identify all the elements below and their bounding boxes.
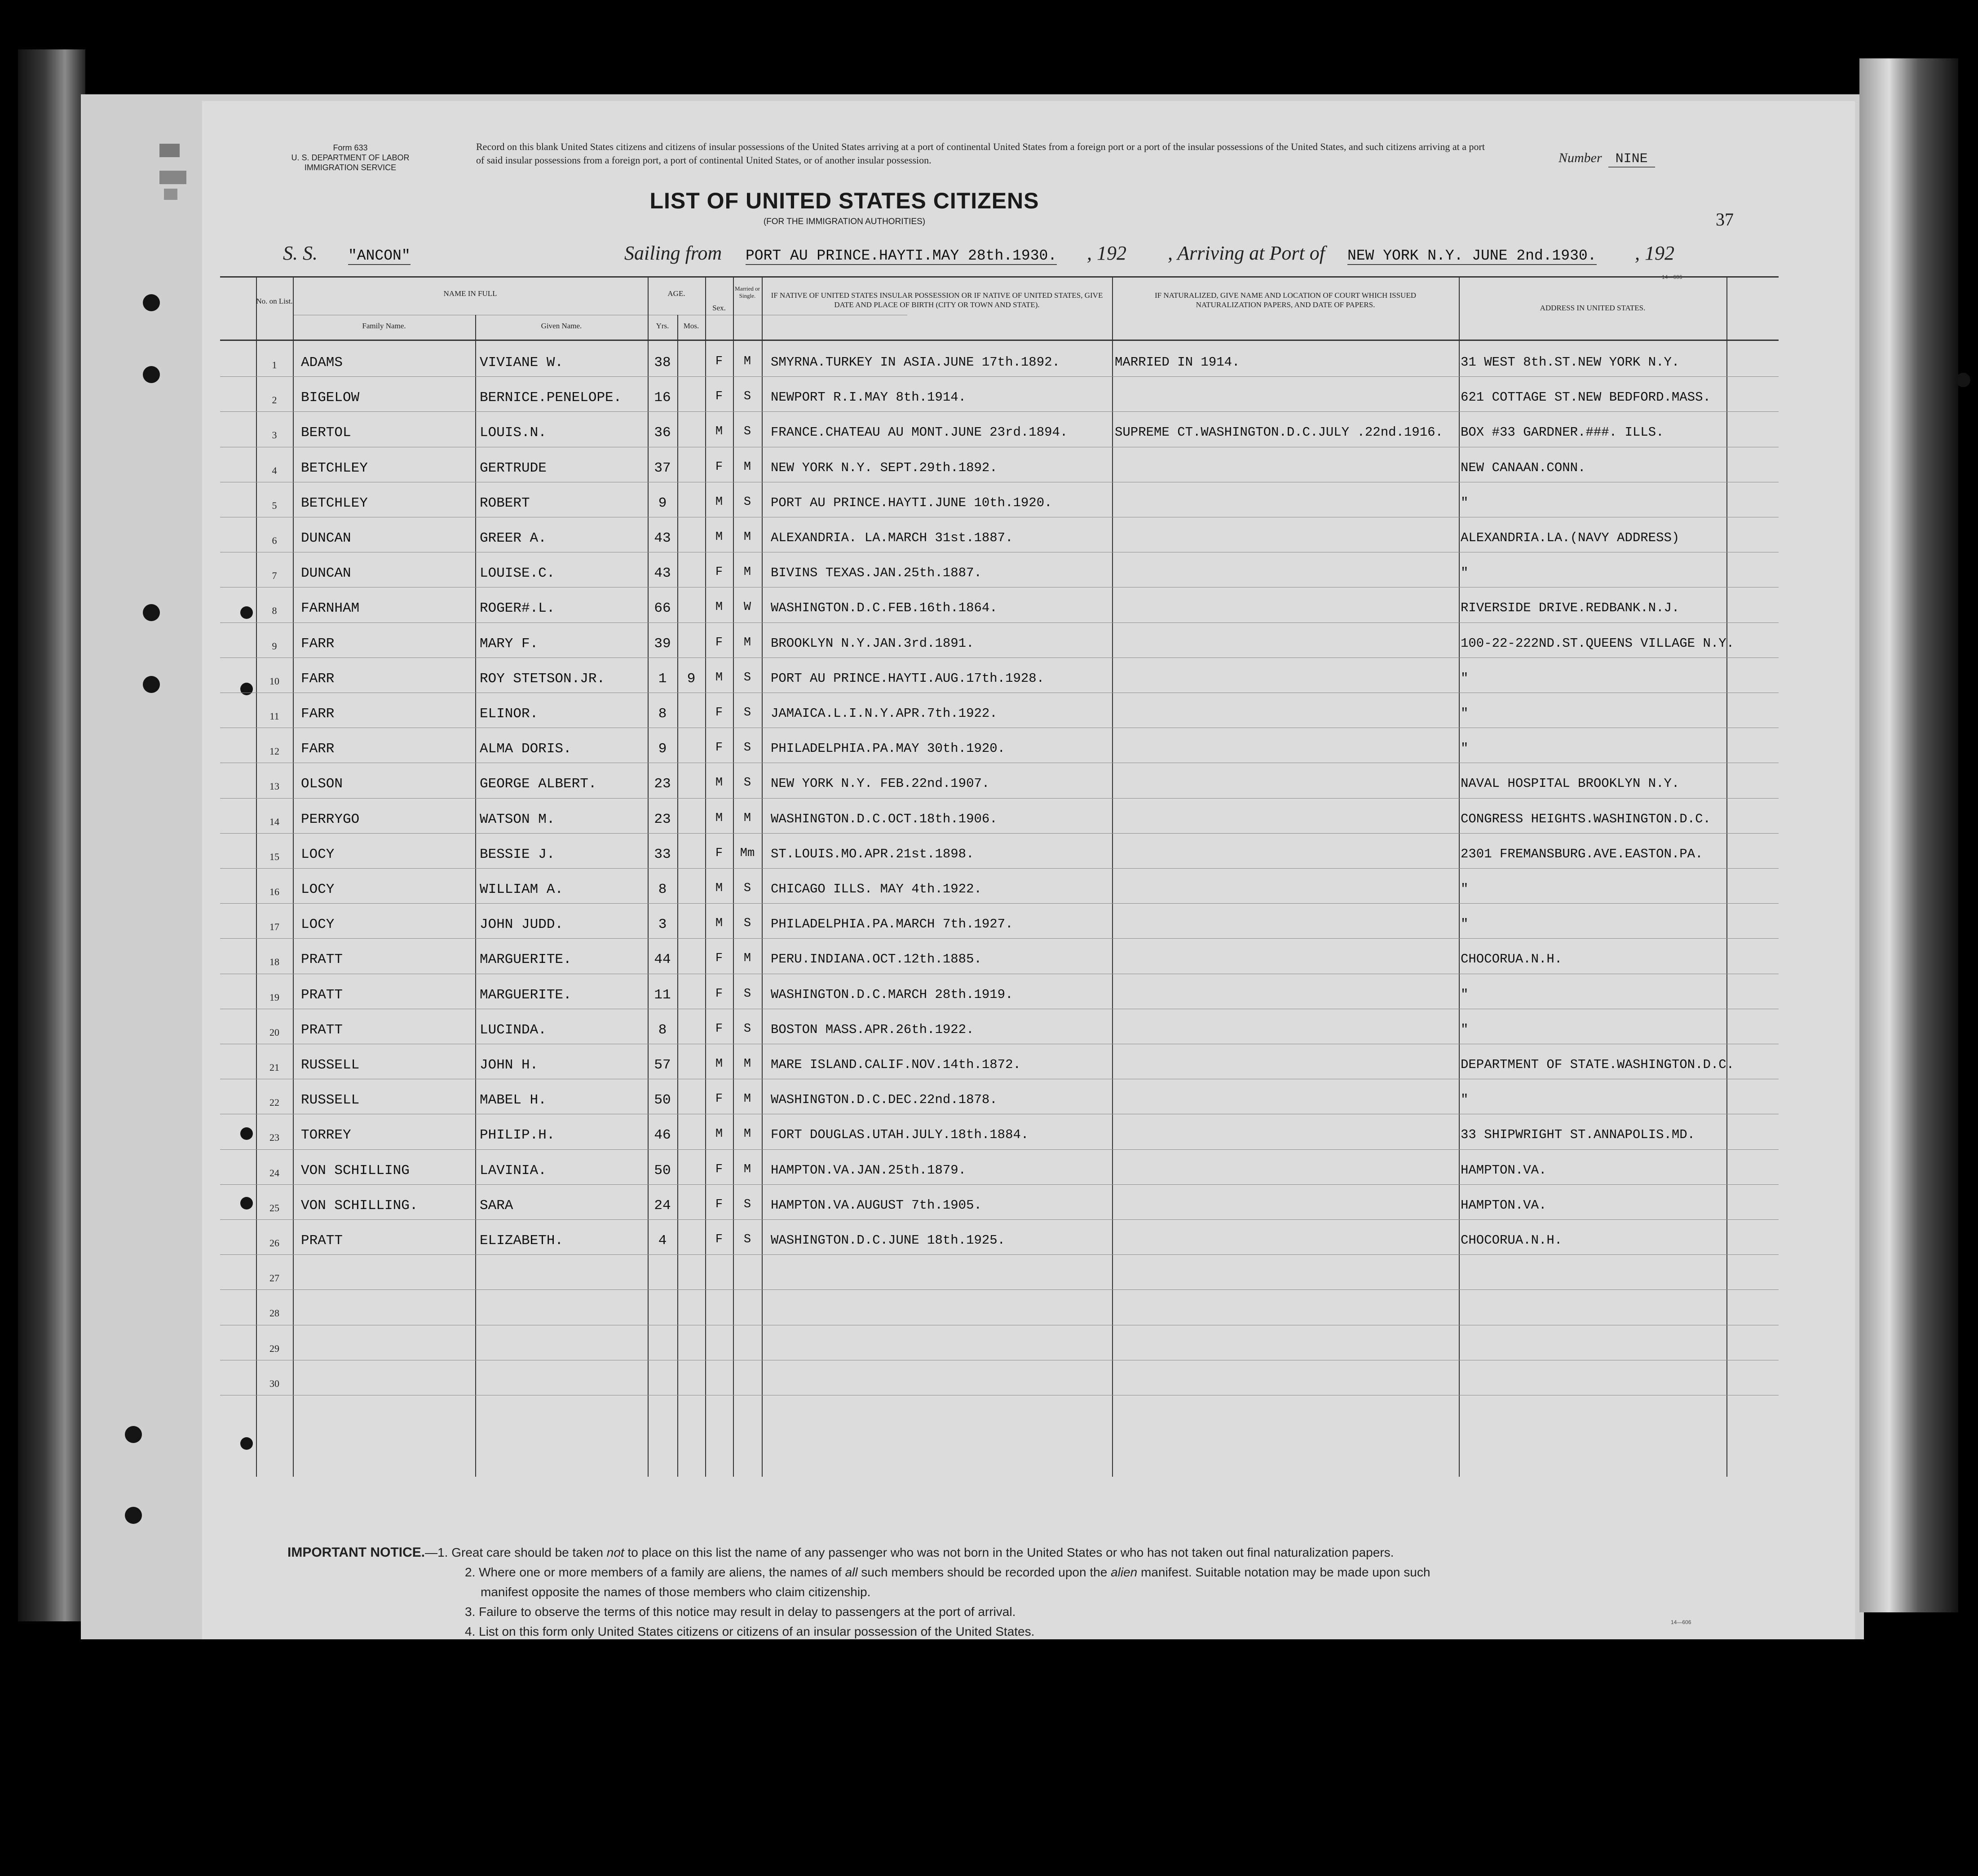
arriving-port-value: NEW YORK N.Y. JUNE 2nd.1930. bbox=[1347, 247, 1597, 264]
cell-addr: 100-22-222ND.ST.QUEENS VILLAGE N.Y. bbox=[1461, 636, 1735, 651]
cell-yrs: 43 bbox=[654, 530, 671, 546]
sailing-label: Sailing from bbox=[624, 242, 722, 264]
cell-family: BERTOL bbox=[301, 425, 351, 441]
cell-given: MARY F. bbox=[480, 636, 539, 652]
cell-family: VON SCHILLING. bbox=[301, 1197, 418, 1214]
cell-birth: HAMPTON.VA.JAN.25th.1879. bbox=[771, 1162, 967, 1178]
cell-ms: M bbox=[743, 636, 751, 649]
cell-nat: MARRIED IN 1914. bbox=[1115, 355, 1240, 370]
cell-no: 5 bbox=[272, 499, 277, 511]
cell-no: 9 bbox=[272, 640, 277, 652]
cell-ms: S bbox=[743, 425, 751, 439]
cell-yrs: 23 bbox=[654, 811, 671, 827]
notice-lead: IMPORTANT NOTICE. bbox=[287, 1545, 425, 1560]
cell-yrs: 66 bbox=[654, 600, 671, 617]
cell-birth: ST.LOUIS.MO.APR.21st.1898. bbox=[771, 846, 974, 861]
cell-given: BERNICE.PENELOPE. bbox=[480, 390, 622, 406]
cell-yrs: 16 bbox=[654, 390, 671, 406]
cell-yrs: 44 bbox=[654, 952, 671, 968]
cell-birth: ALEXANDRIA. LA.MARCH 31st.1887. bbox=[771, 530, 1013, 545]
cell-sex: F bbox=[715, 706, 723, 720]
cell-ms: M bbox=[743, 811, 751, 825]
col-header-years: Yrs. bbox=[656, 322, 669, 330]
col-header-name-in-full: NAME IN FULL bbox=[443, 289, 497, 298]
cell-yrs: 4 bbox=[658, 1233, 667, 1249]
col-header-family-name: Family Name. bbox=[362, 322, 406, 330]
cell-yrs: 38 bbox=[654, 355, 671, 371]
cell-no: 28 bbox=[269, 1307, 279, 1319]
cell-ms: M bbox=[743, 1127, 751, 1141]
cell-ms: M bbox=[743, 1057, 751, 1071]
cell-addr: RIVERSIDE DRIVE.REDBANK.N.J. bbox=[1461, 600, 1680, 616]
col-header-sex: Sex. bbox=[712, 304, 726, 312]
sailing-from-value: PORT AU PRINCE.HAYTI.MAY 28th.1930. bbox=[746, 247, 1057, 264]
cell-birth: BROOKLYN N.Y.JAN.3rd.1891. bbox=[771, 636, 974, 651]
cell-sex: F bbox=[715, 1233, 723, 1246]
cell-sex: M bbox=[715, 917, 723, 931]
cell-ms: S bbox=[743, 987, 751, 1001]
cell-birth: FORT DOUGLAS.UTAH.JULY.18th.1884. bbox=[771, 1127, 1029, 1143]
cell-addr: " bbox=[1461, 1092, 1469, 1108]
cell-nat: SUPREME CT.WASHINGTON.D.C.JULY .22nd.1916. bbox=[1115, 425, 1443, 440]
cell-birth: NEW YORK N.Y. FEB.22nd.1907. bbox=[771, 776, 990, 791]
cell-birth: PHILADELPHIA.PA.MAY 30th.1920. bbox=[771, 741, 1006, 756]
cell-family: BETCHLEY bbox=[301, 460, 368, 476]
cell-birth: WASHINGTON.D.C.MARCH 28th.1919. bbox=[771, 987, 1013, 1002]
cell-sex: M bbox=[715, 425, 723, 439]
cell-family: LOCY bbox=[301, 882, 335, 897]
cell-given: ELINOR. bbox=[480, 706, 539, 722]
cell-yrs: 37 bbox=[654, 460, 671, 476]
cell-no: 30 bbox=[269, 1377, 279, 1389]
cell-yrs: 1 bbox=[658, 671, 667, 687]
cell-sex: F bbox=[715, 565, 723, 579]
cell-family: DUNCAN bbox=[301, 565, 351, 582]
cell-mos: 9 bbox=[687, 671, 696, 687]
cell-yrs: 46 bbox=[654, 1127, 671, 1143]
print-code-bottom: 14—606 bbox=[1671, 1619, 1691, 1625]
cell-birth: NEW YORK N.Y. SEPT.29th.1892. bbox=[771, 460, 998, 475]
cell-family: PERRYGO bbox=[301, 811, 360, 827]
cell-family: OLSON bbox=[301, 776, 343, 792]
cell-family: BETCHLEY bbox=[301, 495, 368, 511]
cell-no: 12 bbox=[269, 746, 279, 757]
list-number-value: NINE bbox=[1608, 151, 1655, 168]
cell-sex: M bbox=[715, 671, 723, 684]
cell-given: ALMA DORIS. bbox=[480, 741, 572, 757]
stamp-mark bbox=[155, 139, 209, 207]
cell-sex: M bbox=[715, 776, 723, 790]
cell-given: GERTRUDE bbox=[480, 460, 547, 476]
cell-ms: S bbox=[743, 1197, 751, 1211]
cell-given: VIVIANE W. bbox=[480, 355, 564, 371]
page-title: LIST OF UNITED STATES CITIZENS bbox=[649, 188, 1039, 213]
arriving-label: , Arriving at Port of bbox=[1168, 242, 1325, 264]
cell-family: PRATT bbox=[301, 1022, 343, 1038]
cell-birth: FRANCE.CHATEAU AU MONT.JUNE 23rd.1894. bbox=[771, 425, 1068, 440]
cell-no: 2 bbox=[272, 394, 277, 406]
cell-sex: F bbox=[715, 636, 723, 649]
cell-sex: M bbox=[715, 600, 723, 614]
cell-addr: NEW CANAAN.CONN. bbox=[1461, 460, 1586, 475]
cell-no: 17 bbox=[269, 921, 279, 933]
cell-ms: M bbox=[743, 1092, 751, 1106]
cell-birth: SMYRNA.TURKEY IN ASIA.JUNE 17th.1892. bbox=[771, 355, 1060, 370]
cell-family: BIGELOW bbox=[301, 390, 360, 406]
cell-family: FARNHAM bbox=[301, 600, 360, 617]
cell-addr: DEPARTMENT OF STATE.WASHINGTON.D.C. bbox=[1461, 1057, 1735, 1072]
list-number bbox=[1559, 150, 1655, 167]
cell-no: 8 bbox=[272, 605, 277, 617]
cell-addr: 31 WEST 8th.ST.NEW YORK N.Y. bbox=[1461, 355, 1680, 370]
cell-family: VON SCHILLING bbox=[301, 1162, 410, 1179]
cell-ms: M bbox=[743, 460, 751, 474]
cell-no: 13 bbox=[269, 781, 279, 792]
cell-yrs: 9 bbox=[658, 495, 667, 511]
cell-family: PRATT bbox=[301, 987, 343, 1003]
cell-sex: F bbox=[715, 1162, 723, 1176]
cell-given: ELIZABETH. bbox=[480, 1233, 564, 1249]
cell-given: MABEL H. bbox=[480, 1092, 547, 1108]
cell-ms: S bbox=[743, 390, 751, 404]
cell-sex: M bbox=[715, 530, 723, 544]
cell-sex: F bbox=[715, 1092, 723, 1106]
cell-no: 1 bbox=[272, 359, 277, 371]
cell-no: 22 bbox=[269, 1097, 279, 1108]
cell-family: FARR bbox=[301, 671, 335, 687]
cell-no: 24 bbox=[269, 1167, 279, 1179]
cell-family: LOCY bbox=[301, 846, 335, 862]
passenger-table bbox=[220, 276, 1779, 1477]
cell-yrs: 11 bbox=[654, 987, 671, 1003]
cell-no: 7 bbox=[272, 570, 277, 582]
cell-given: GREER A. bbox=[480, 530, 547, 546]
cell-no: 3 bbox=[272, 429, 277, 441]
cell-sex: F bbox=[715, 741, 723, 755]
cell-ms: W bbox=[743, 600, 751, 614]
cell-ms: S bbox=[743, 882, 751, 895]
cell-given: ROY STETSON.JR. bbox=[480, 671, 605, 687]
form-identifier: Form 633 U. S. DEPARTMENT OF LABOR IMMIGRATION SERVICE bbox=[291, 143, 410, 172]
year-label-2: , 192 bbox=[1635, 242, 1674, 264]
cell-family: PRATT bbox=[301, 952, 343, 968]
cell-addr: CHOCORUA.N.H. bbox=[1461, 952, 1563, 967]
cell-given: MARGUERITE. bbox=[480, 952, 572, 968]
cell-ms: M bbox=[743, 355, 751, 368]
cell-no: 19 bbox=[269, 991, 279, 1003]
cell-addr: " bbox=[1461, 987, 1469, 1002]
cell-sex: M bbox=[715, 495, 723, 509]
cell-birth: WASHINGTON.D.C.OCT.18th.1906. bbox=[771, 811, 998, 826]
cell-ms: Mm bbox=[740, 846, 755, 860]
cell-addr: " bbox=[1461, 706, 1469, 721]
list-number-label: Number bbox=[1559, 150, 1602, 165]
cell-no: 23 bbox=[269, 1132, 279, 1143]
cell-ms: S bbox=[743, 706, 751, 720]
cell-sex: F bbox=[715, 355, 723, 368]
cell-given: JOHN JUDD. bbox=[480, 917, 564, 933]
cell-addr: 33 SHIPWRIGHT ST.ANNAPOLIS.MD. bbox=[1461, 1127, 1695, 1143]
cell-no: 25 bbox=[269, 1202, 279, 1214]
cell-ms: S bbox=[743, 741, 751, 755]
cell-given: BESSIE J. bbox=[480, 846, 555, 862]
cell-no: 15 bbox=[269, 851, 279, 862]
cell-no: 4 bbox=[272, 464, 277, 476]
cell-addr: " bbox=[1461, 741, 1469, 756]
cell-given: WATSON M. bbox=[480, 811, 555, 827]
cell-given: JOHN H. bbox=[480, 1057, 539, 1073]
cell-birth: PHILADELPHIA.PA.MARCH 7th.1927. bbox=[771, 917, 1013, 932]
cell-birth: WASHINGTON.D.C.JUNE 18th.1925. bbox=[771, 1233, 1006, 1248]
cell-yrs: 50 bbox=[654, 1162, 671, 1179]
cell-addr: HAMPTON.VA. bbox=[1461, 1197, 1547, 1213]
cell-family: PRATT bbox=[301, 1233, 343, 1249]
cell-sex: F bbox=[715, 1022, 723, 1036]
cell-given: LAVINIA. bbox=[480, 1162, 547, 1179]
cell-given: SARA bbox=[480, 1197, 513, 1214]
cell-family: FARR bbox=[301, 741, 335, 757]
cell-birth: MARE ISLAND.CALIF.NOV.14th.1872. bbox=[771, 1057, 1021, 1072]
cell-yrs: 39 bbox=[654, 636, 671, 652]
col-header-naturalized: IF NATURALIZED, GIVE NAME AND LOCATION OF COURT WHICH ISSUED NATURALIZATION PAPERS, AND DATE OF PAPERS. bbox=[1154, 291, 1416, 309]
cell-yrs: 8 bbox=[658, 1022, 667, 1038]
cell-birth: PERU.INDIANA.OCT.12th.1885. bbox=[771, 952, 982, 967]
cell-given: WILLIAM A. bbox=[480, 882, 564, 897]
cell-birth: HAMPTON.VA.AUGUST 7th.1905. bbox=[771, 1197, 982, 1213]
cell-birth: JAMAICA.L.I.N.Y.APR.7th.1922. bbox=[771, 706, 998, 721]
cell-no: 11 bbox=[269, 711, 279, 722]
cell-ms: S bbox=[743, 1233, 751, 1246]
cell-sex: F bbox=[715, 987, 723, 1001]
col-header-number: No. on List. bbox=[256, 297, 293, 305]
cell-family: ADAMS bbox=[301, 355, 343, 371]
cell-family: FARR bbox=[301, 636, 335, 652]
cell-given: GEORGE ALBERT. bbox=[480, 776, 597, 792]
col-header-age: AGE. bbox=[667, 289, 685, 298]
cell-addr: " bbox=[1461, 565, 1469, 581]
col-header-given-name: Given Name. bbox=[541, 322, 582, 330]
col-header-months: Mos. bbox=[683, 322, 699, 330]
cell-ms: M bbox=[743, 952, 751, 966]
cell-no: 27 bbox=[269, 1272, 279, 1284]
cell-no: 20 bbox=[269, 1026, 279, 1038]
cell-sex: M bbox=[715, 1127, 723, 1141]
cell-addr: " bbox=[1461, 495, 1469, 510]
cell-sex: F bbox=[715, 460, 723, 474]
book-edge-right bbox=[1859, 58, 1958, 1612]
book-spine-left bbox=[18, 49, 85, 1621]
cell-yrs: 8 bbox=[658, 706, 667, 722]
cell-addr: " bbox=[1461, 917, 1469, 932]
cell-addr: NAVAL HOSPITAL BROOKLYN N.Y. bbox=[1461, 776, 1680, 791]
cell-birth: NEWPORT R.I.MAY 8th.1914. bbox=[771, 390, 967, 405]
cell-no: 14 bbox=[269, 816, 279, 827]
page-subtitle: (FOR THE IMMIGRATION AUTHORITIES) bbox=[763, 217, 926, 226]
cell-birth: CHICAGO ILLS. MAY 4th.1922. bbox=[771, 882, 982, 896]
cell-family: RUSSELL bbox=[301, 1057, 360, 1073]
cell-yrs: 36 bbox=[654, 425, 671, 441]
cell-yrs: 23 bbox=[654, 776, 671, 792]
page-number: 37 bbox=[1716, 209, 1734, 230]
cell-no: 21 bbox=[269, 1062, 279, 1073]
cell-addr: " bbox=[1461, 1022, 1469, 1037]
cell-ms: M bbox=[743, 565, 751, 579]
cell-addr: BOX #33 GARDNER.###. ILLS. bbox=[1461, 425, 1664, 440]
cell-no: 26 bbox=[269, 1237, 279, 1249]
cell-yrs: 8 bbox=[658, 882, 667, 897]
cell-birth: BIVINS TEXAS.JAN.25th.1887. bbox=[771, 565, 982, 581]
cell-given: ROBERT bbox=[480, 495, 530, 511]
cell-given: MARGUERITE. bbox=[480, 987, 572, 1003]
cell-addr: ALEXANDRIA.LA.(NAVY ADDRESS) bbox=[1461, 530, 1680, 545]
cell-no: 16 bbox=[269, 886, 279, 897]
cell-addr: 2301 FREMANSBURG.AVE.EASTON.PA. bbox=[1461, 846, 1703, 861]
cell-birth: PORT AU PRINCE.HAYTI.JUNE 10th.1920. bbox=[771, 495, 1052, 510]
cell-addr: " bbox=[1461, 882, 1469, 896]
cell-given: LOUIS.N. bbox=[480, 425, 547, 441]
cell-sex: F bbox=[715, 952, 723, 966]
cell-addr: 621 COTTAGE ST.NEW BEDFORD.MASS. bbox=[1461, 390, 1711, 405]
cell-yrs: 33 bbox=[654, 846, 671, 862]
cell-family: TORREY bbox=[301, 1127, 351, 1143]
cell-sex: M bbox=[715, 811, 723, 825]
cell-given: PHILIP.H. bbox=[480, 1127, 555, 1143]
cell-ms: S bbox=[743, 495, 751, 509]
cell-yrs: 9 bbox=[658, 741, 667, 757]
ship-name: "ANCON" bbox=[348, 247, 411, 264]
cell-addr: CONGRESS HEIGHTS.WASHINGTON.D.C. bbox=[1461, 811, 1711, 826]
col-header-married-single: Married or Single. bbox=[735, 285, 760, 299]
cell-addr: HAMPTON.VA. bbox=[1461, 1162, 1547, 1178]
cell-family: DUNCAN bbox=[301, 530, 351, 546]
cell-ms: S bbox=[743, 1022, 751, 1036]
cell-ms: S bbox=[743, 776, 751, 790]
col-header-address: ADDRESS IN UNITED STATES. bbox=[1540, 304, 1646, 312]
cell-yrs: 43 bbox=[654, 565, 671, 582]
cell-birth: BOSTON MASS.APR.26th.1922. bbox=[771, 1022, 974, 1037]
cell-addr: " bbox=[1461, 671, 1469, 686]
cell-yrs: 57 bbox=[654, 1057, 671, 1073]
cell-yrs: 3 bbox=[658, 917, 667, 933]
cell-sex: F bbox=[715, 390, 723, 404]
cell-no: 10 bbox=[269, 675, 279, 687]
cell-birth: WASHINGTON.D.C.FEB.16th.1864. bbox=[771, 600, 998, 616]
col-header-birth: IF NATIVE OF UNITED STATES INSULAR POSSESSION OR IF NATIVE OF UNITED STATES, GIVE DATE AND PLACE OF BIRTH (CITY OR TOWN AND STATE). bbox=[771, 291, 1103, 309]
record-instruction: Record on this blank United States citizens and citizens of insular possessions of the United States arriving at a port of continental United States from a foreign port or a port of the insular possessions of the United States, and such citizens arriving at a port of said insular possessions from a foreign port, a port of continental United States, or of another insular possession. bbox=[476, 141, 1485, 166]
cell-ms: M bbox=[743, 1162, 751, 1176]
cell-sex: F bbox=[715, 846, 723, 860]
ship-label: S. S. bbox=[283, 242, 318, 264]
cell-sex: M bbox=[715, 882, 723, 895]
cell-ms: M bbox=[743, 530, 751, 544]
cell-given: LOUISE.C. bbox=[480, 565, 555, 582]
cell-birth: PORT AU PRINCE.HAYTI.AUG.17th.1928. bbox=[771, 671, 1045, 686]
cell-given: ROGER#.L. bbox=[480, 600, 555, 617]
year-label-1: , 192 bbox=[1087, 242, 1126, 264]
cell-yrs: 50 bbox=[654, 1092, 671, 1108]
cell-sex: M bbox=[715, 1057, 723, 1071]
cell-no: 29 bbox=[269, 1342, 279, 1354]
cell-given: LUCINDA. bbox=[480, 1022, 547, 1038]
cell-ms: S bbox=[743, 671, 751, 684]
important-notice: IMPORTANT NOTICE.—1. Great care should be taken not to place on this list the name of any passenger who was not born in the United States or who has not taken out final naturalization papers. 2. Where one or more members of a family are aliens, the names of all such members should be recorded upon the alien manifest. Suitable notation may be made upon such manifest opposite the names of those members who claim citizenship. 3. Failure to observe the terms of this notice may result in delay to passengers at the port of arrival. 4. List on this form only United States citizens or citizens of an insular possession of the United States. bbox=[287, 1545, 1431, 1638]
cell-no: 18 bbox=[269, 956, 279, 968]
cell-ms: S bbox=[743, 917, 751, 931]
cell-family: RUSSELL bbox=[301, 1092, 360, 1108]
cell-no: 6 bbox=[272, 535, 277, 546]
cell-yrs: 24 bbox=[654, 1197, 671, 1214]
cell-addr: CHOCORUA.N.H. bbox=[1461, 1233, 1563, 1248]
cell-sex: F bbox=[715, 1197, 723, 1211]
cell-family: LOCY bbox=[301, 917, 335, 933]
cell-birth: WASHINGTON.D.C.DEC.22nd.1878. bbox=[771, 1092, 998, 1108]
cell-family: FARR bbox=[301, 706, 335, 722]
